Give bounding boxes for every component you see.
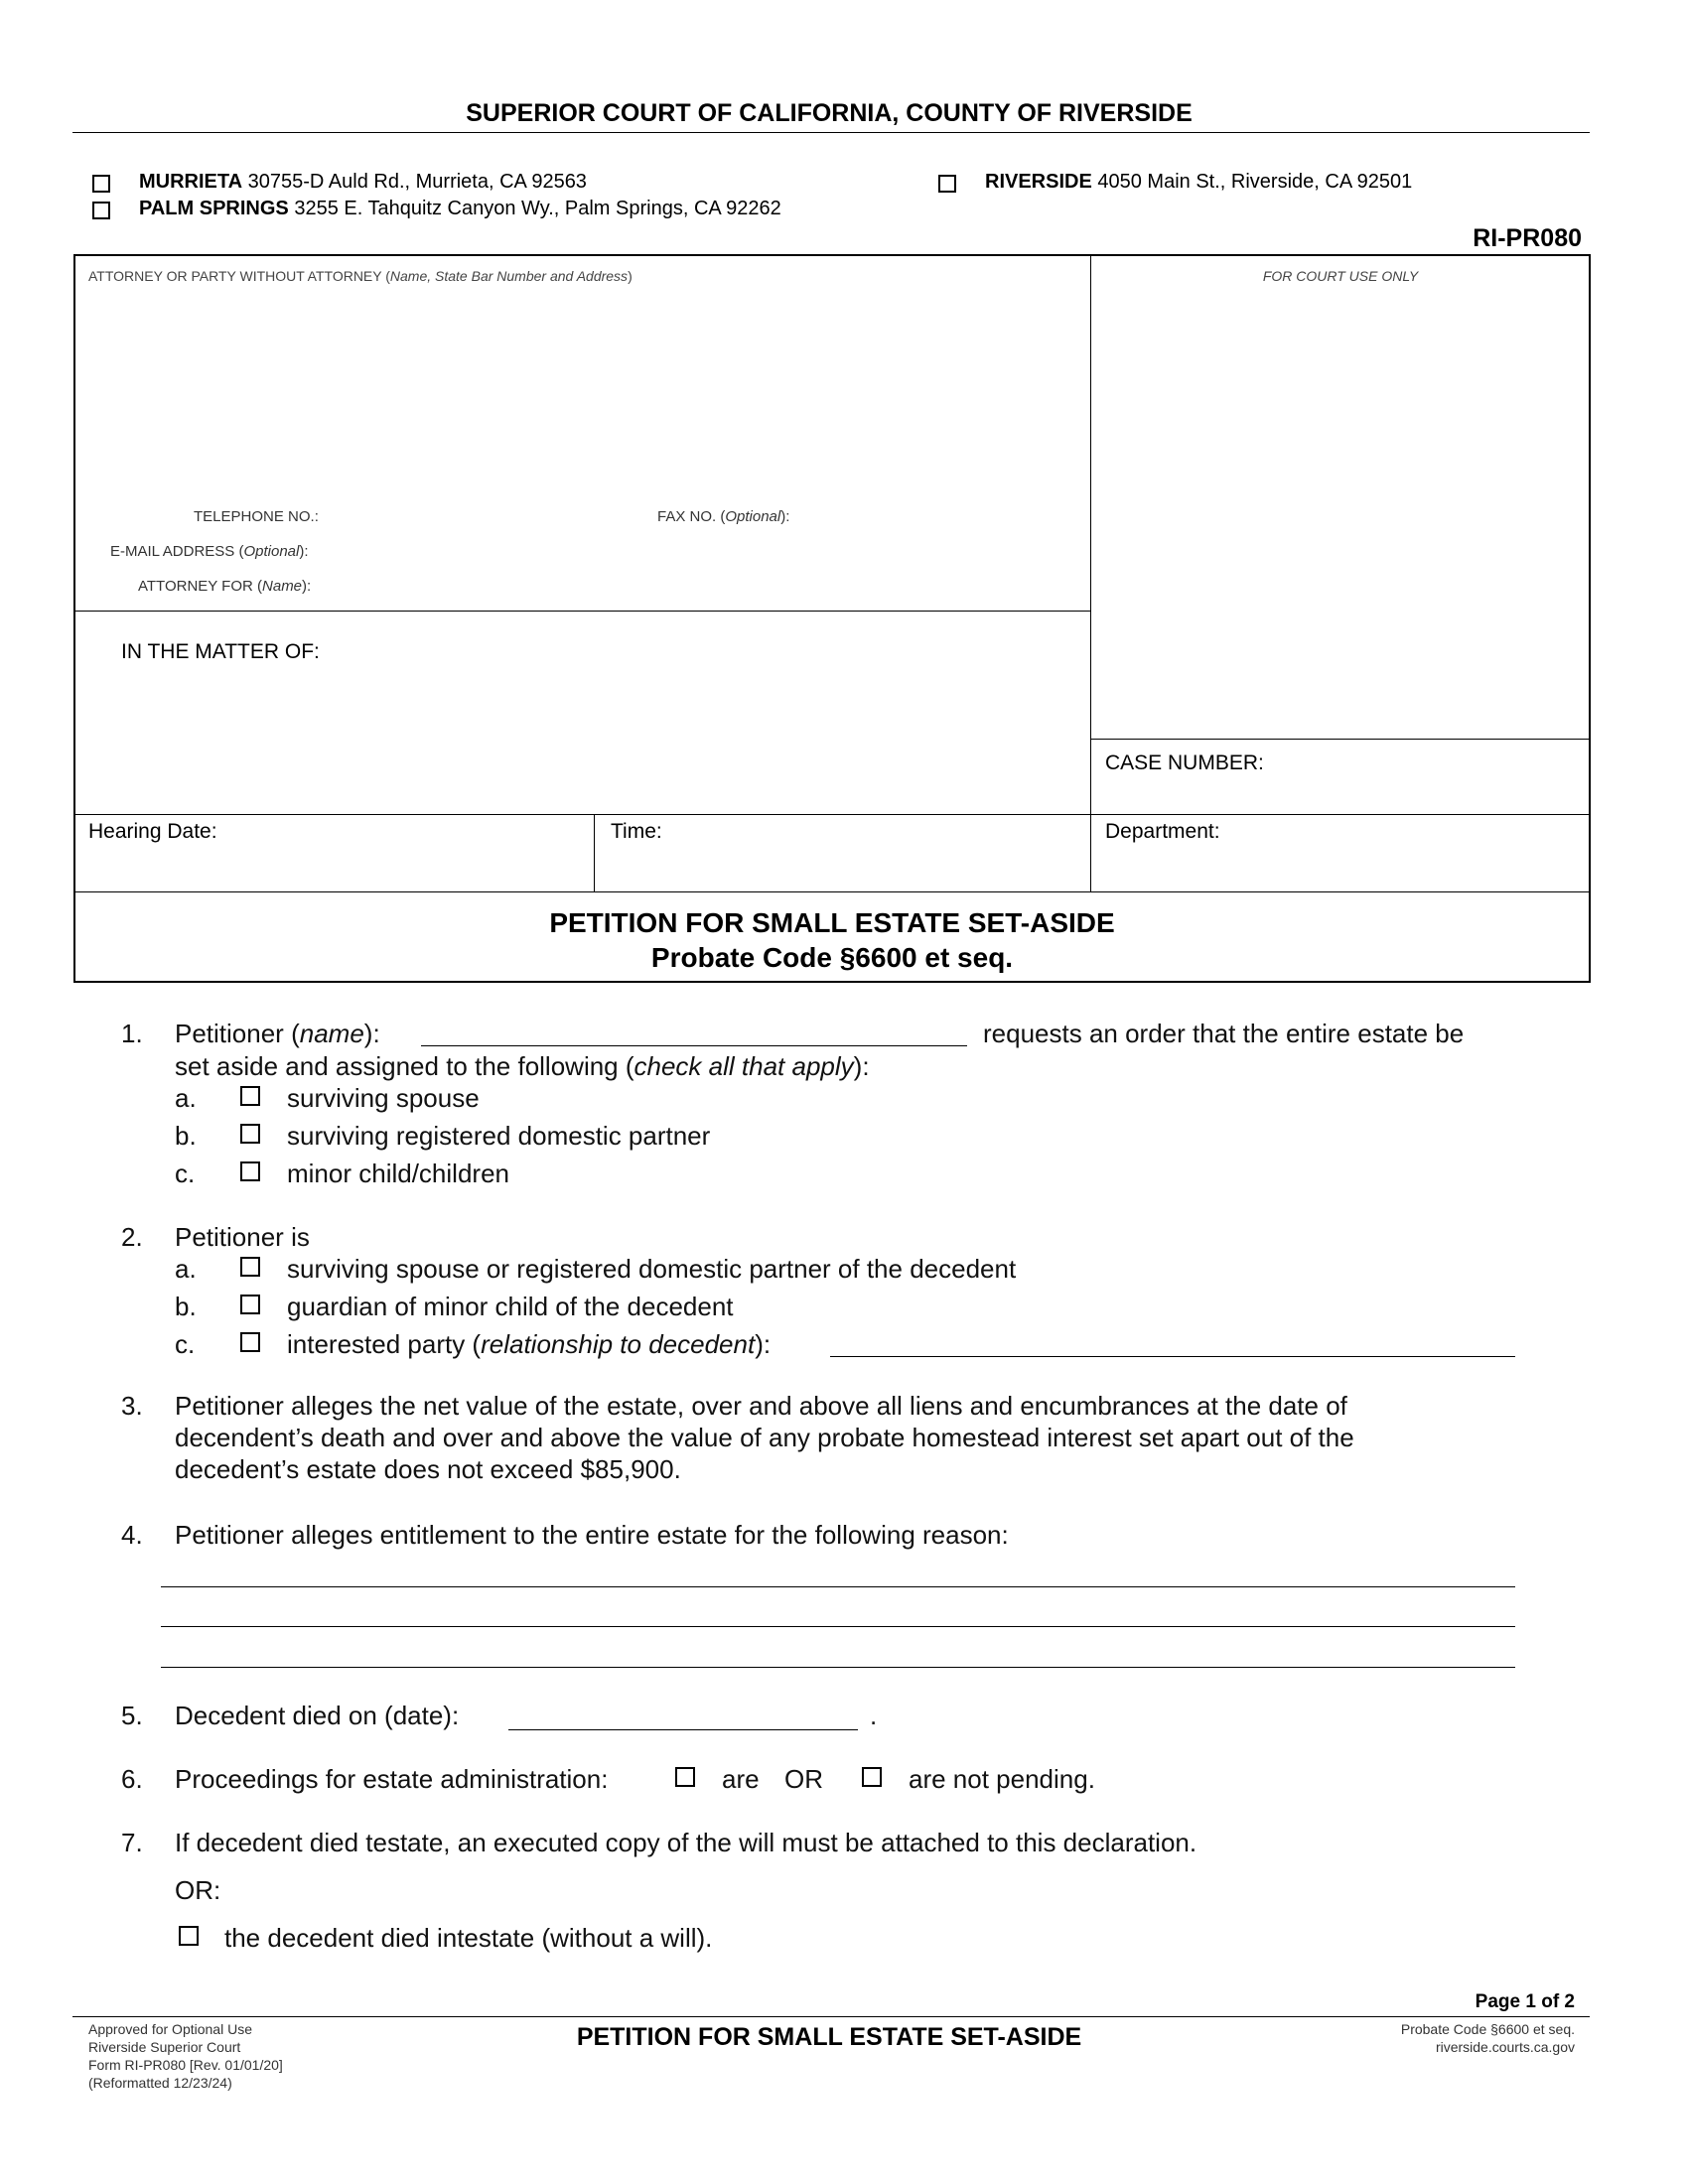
hearing-date-label: Hearing Date: bbox=[88, 820, 217, 843]
court-use-label: FOR COURT USE ONLY bbox=[1262, 268, 1419, 284]
court-use-bottom-rule bbox=[1090, 739, 1591, 740]
item-2a-label: surviving spouse or registered domestic partner of the decedent bbox=[287, 1254, 1017, 1284]
footer-left-line-3: Form RI-PR080 [Rev. 01/01/20] bbox=[88, 2057, 283, 2073]
item-6-not-pending: are not pending. bbox=[909, 1764, 1095, 1794]
pending-are-not-checkbox[interactable] bbox=[862, 1767, 882, 1787]
petition-subtitle: Probate Code §6600 et seq. bbox=[650, 942, 1014, 973]
item-1b-label: surviving registered domestic partner bbox=[287, 1121, 711, 1151]
murrieta-location bbox=[139, 171, 587, 194]
riverside-location bbox=[985, 171, 1412, 194]
time-label: Time: bbox=[611, 820, 662, 843]
caption-divider bbox=[1090, 254, 1091, 891]
petition-title: PETITION FOR SMALL ESTATE SET-ASIDE bbox=[549, 907, 1115, 938]
footer-right-line-1: Probate Code §6600 et seq. bbox=[1400, 2021, 1575, 2037]
matter-bottom-rule bbox=[73, 814, 1591, 815]
item-2c-label: interested party (relationship to decedent): bbox=[287, 1329, 772, 1359]
item-1b-checkbox[interactable] bbox=[240, 1124, 260, 1144]
item-3-line-3: decedent’s estate does not exceed $85,900. bbox=[175, 1454, 681, 1484]
item-1-petitioner-label: Petitioner (name): bbox=[175, 1019, 380, 1048]
palm-springs-location bbox=[139, 198, 781, 220]
item-2b-letter: b. bbox=[175, 1292, 197, 1321]
fax-label: FAX NO. (Optional): bbox=[657, 508, 790, 525]
item-5-text: Decedent died on (date): bbox=[175, 1701, 460, 1730]
item-1-number: 1. bbox=[121, 1019, 143, 1048]
item-6-are: are bbox=[722, 1764, 760, 1794]
item-1c-checkbox[interactable] bbox=[240, 1161, 260, 1181]
item-2b-checkbox[interactable] bbox=[240, 1295, 260, 1314]
item-1-line2: set aside and assigned to the following (check all that apply): bbox=[175, 1051, 870, 1081]
intestate-checkbox[interactable] bbox=[179, 1926, 199, 1946]
item-4-text: Petitioner alleges entitlement to the entire estate for the following reason: bbox=[175, 1520, 1009, 1550]
item-6-number: 6. bbox=[121, 1764, 143, 1794]
item-1a-label: surviving spouse bbox=[287, 1083, 480, 1113]
item-1a-checkbox[interactable] bbox=[240, 1086, 260, 1106]
item-2-number: 2. bbox=[121, 1222, 143, 1252]
item-1a-letter: a. bbox=[175, 1083, 197, 1113]
footer-title: PETITION FOR SMALL ESTATE SET-ASIDE bbox=[576, 2023, 1082, 2051]
item-5-period: . bbox=[870, 1701, 878, 1730]
hearing-bottom-rule bbox=[73, 891, 1591, 892]
death-date-field[interactable] bbox=[508, 1729, 858, 1730]
footer-right-line-2: riverside.courts.ca.gov bbox=[1435, 2039, 1575, 2055]
item-3-line-2: decendent’s death and over and above the value of any probate homestead interest set apart out of the bbox=[175, 1423, 1354, 1452]
footer-rule bbox=[72, 2016, 1590, 2017]
riverside-address: 4050 Main St., Riverside, CA 92501 bbox=[1097, 171, 1413, 193]
murrieta-checkbox[interactable] bbox=[92, 175, 110, 193]
item-2a-letter: a. bbox=[175, 1254, 197, 1284]
item-3-line-1: Petitioner alleges the net value of the estate, over and above all liens and encumbrances at the date of bbox=[175, 1391, 1347, 1421]
footer-right bbox=[1401, 2020, 1575, 2056]
court-title: SUPERIOR COURT OF CALIFORNIA, COUNTY OF RIVERSIDE bbox=[466, 99, 1193, 127]
reason-field-line-1[interactable] bbox=[161, 1586, 1515, 1587]
item-2c-checkbox[interactable] bbox=[240, 1332, 260, 1352]
item-1b-letter: b. bbox=[175, 1121, 197, 1151]
item-2-text: Petitioner is bbox=[175, 1222, 310, 1252]
item-1-after: requests an order that the entire estate be bbox=[983, 1019, 1465, 1048]
case-number-label: CASE NUMBER: bbox=[1105, 751, 1264, 774]
footer-left-line-1: Approved for Optional Use bbox=[88, 2021, 252, 2037]
reason-field-line-3[interactable] bbox=[161, 1667, 1515, 1668]
murrieta-name: MURRIETA bbox=[139, 171, 243, 193]
petitioner-name-field[interactable] bbox=[421, 1045, 967, 1046]
palm-springs-name: PALM SPRINGS bbox=[139, 198, 289, 219]
hearing-time-divider bbox=[594, 814, 595, 891]
footer-left-line-2: Riverside Superior Court bbox=[88, 2039, 241, 2055]
item-1c-label: minor child/children bbox=[287, 1159, 509, 1188]
item-7-text: If decedent died testate, an executed copy of the will must be attached to this declaration. bbox=[175, 1828, 1197, 1857]
item-7-number: 7. bbox=[121, 1828, 143, 1857]
header-rule bbox=[72, 132, 1590, 133]
item-6-text: Proceedings for estate administration: bbox=[175, 1764, 609, 1794]
riverside-checkbox[interactable] bbox=[938, 175, 956, 193]
item-2a-checkbox[interactable] bbox=[240, 1257, 260, 1277]
page-number: Page 1 of 2 bbox=[1475, 1991, 1575, 2012]
item-7-or: OR: bbox=[175, 1875, 221, 1905]
email-label: E-MAIL ADDRESS (Optional): bbox=[110, 543, 309, 560]
item-3-number: 3. bbox=[121, 1391, 143, 1421]
riverside-name: RIVERSIDE bbox=[985, 171, 1092, 193]
form-number: RI-PR080 bbox=[1473, 224, 1582, 252]
item-5-number: 5. bbox=[121, 1701, 143, 1730]
caption-box bbox=[73, 254, 1591, 983]
item-1c-letter: c. bbox=[175, 1159, 196, 1188]
telephone-label: TELEPHONE NO.: bbox=[194, 508, 319, 525]
palm-springs-checkbox[interactable] bbox=[92, 202, 110, 219]
in-matter-label: IN THE MATTER OF: bbox=[121, 640, 320, 663]
attorney-for-label: ATTORNEY FOR (Name): bbox=[138, 578, 312, 595]
attorney-label: ATTORNEY OR PARTY WITHOUT ATTORNEY (Name, State Bar Number and Address) bbox=[88, 268, 633, 284]
murrieta-address: 30755-D Auld Rd., Murrieta, CA 92563 bbox=[247, 171, 587, 193]
item-6-or: OR bbox=[784, 1764, 823, 1794]
item-2c-letter: c. bbox=[175, 1329, 196, 1359]
pending-are-checkbox[interactable] bbox=[675, 1767, 695, 1787]
relationship-field[interactable] bbox=[830, 1356, 1515, 1357]
item-7-intestate-label: the decedent died intestate (without a will). bbox=[224, 1923, 713, 1953]
palm-springs-address: 3255 E. Tahquitz Canyon Wy., Palm Springs, CA 92262 bbox=[294, 198, 781, 219]
item-2b-label: guardian of minor child of the decedent bbox=[287, 1292, 734, 1321]
footer-left-line-4: (Reformatted 12/23/24) bbox=[88, 2075, 232, 2091]
item-4-number: 4. bbox=[121, 1520, 143, 1550]
attorney-bottom-rule bbox=[73, 611, 1091, 612]
department-label: Department: bbox=[1105, 820, 1220, 843]
reason-field-line-2[interactable] bbox=[161, 1626, 1515, 1627]
